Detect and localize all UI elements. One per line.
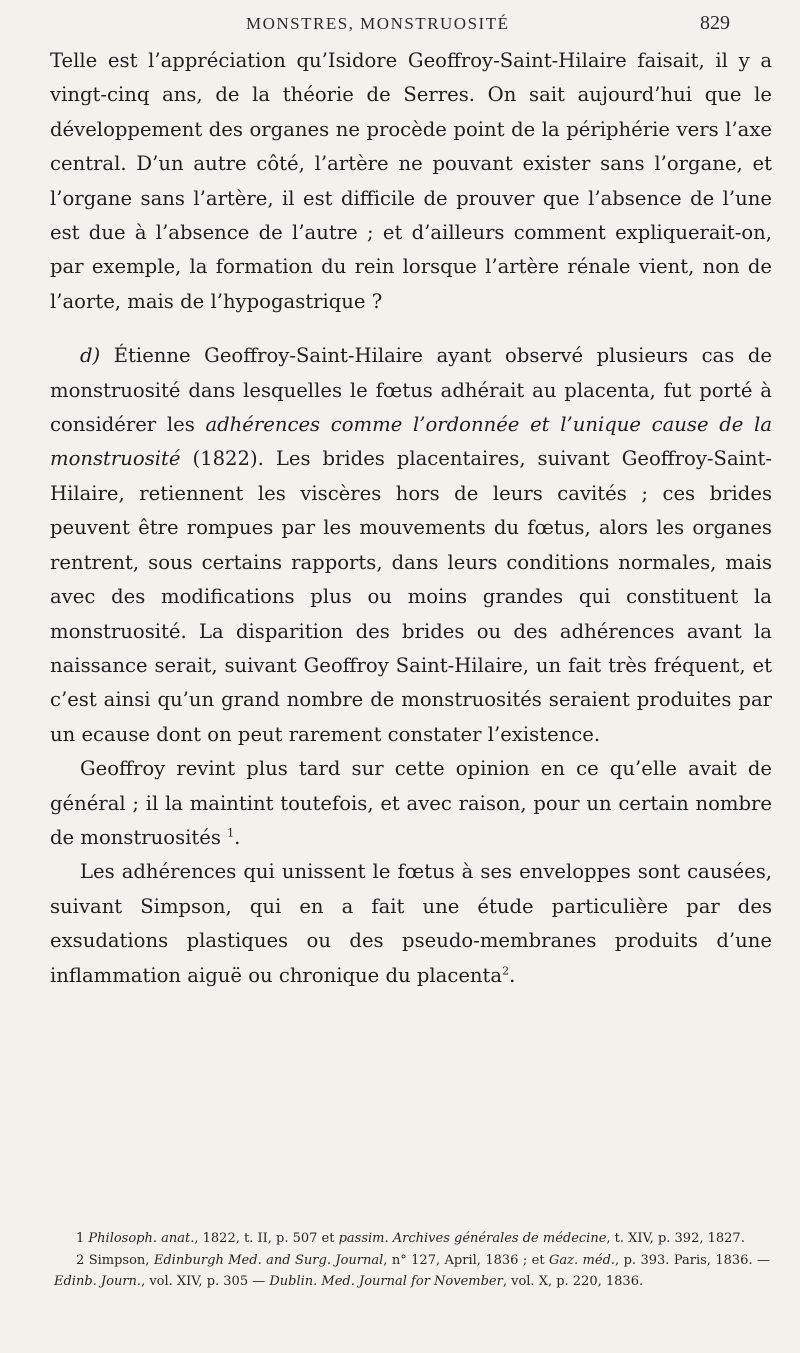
- paragraph-3-end: .: [234, 825, 241, 849]
- footnote-2-text-d: , vol. XIV, p. 305 —: [141, 1274, 270, 1289]
- paragraph-4: [50, 855, 772, 993]
- footnote-2: [54, 1250, 770, 1293]
- footnote-ref-1[interactable]: 1: [227, 826, 235, 840]
- footnote-2-journal-4: Dublin. Med. Journal for November: [269, 1274, 503, 1289]
- footnote-1-text-c: , t. XIV, p. 392, 1827.: [606, 1231, 745, 1246]
- paragraph-4-end: .: [509, 963, 516, 987]
- footnote-2-text-c: , p. 393. Paris, 1836. —: [615, 1252, 771, 1268]
- paragraph-4-text: Les adhérences qui unissent le fœtus à ses enveloppes sont causées, suivant Simpson, qui en a fait une étude particulière par des exsudations plastiques ou des pseudo-membranes produits d’une inflammation aiguë ou chronique du placenta: [50, 860, 772, 987]
- paragraph-2-italic: adhérences comme l’ordonnée et l’unique cause de la monstruosité: [50, 413, 772, 471]
- paragraph-1: Telle est l’appréciation qu’Isidore Geoffroy-Saint-Hilaire faisait, il y a vingt-cinq ans, de la théorie de Serres. On sait aujourd’hui que le développement des organes ne procède point de la périphérie vers l’axe central. D’un autre côté, l’artère ne pouvant exister sans l’organe, et l’organe sans l’artère, il est difficile de prouver que l’absence de l’une est due à l’absence de l’autre ; et d’ailleurs comment expliquerait-on, par exemple, la formation du rein lorsque l’artère rénale vient, non de l’aorte, mais de l’hypogastrique ?: [50, 49, 772, 313]
- footnote-2-text-e: , vol. X, p. 220, 1836.: [502, 1274, 644, 1289]
- footnote-1: [54, 1228, 770, 1250]
- body-text: [50, 44, 772, 993]
- footnote-2-text-b: , n° 127, April, 1836 ; et: [383, 1252, 549, 1268]
- footnote-1-title: Philosoph. anat.: [88, 1231, 195, 1246]
- footnote-ref-2[interactable]: 2: [502, 964, 510, 978]
- footnote-1-text-a: , 1822, t. II, p. 507 et: [194, 1231, 339, 1246]
- footnote-1-number: 1: [76, 1231, 85, 1246]
- running-header: MONSTRES, MONSTRUOSITÉ: [246, 14, 510, 33]
- footnote-2-journal-1: Edinburgh Med. and Surg. Journal: [153, 1252, 384, 1268]
- paragraph-2-text-b: (1822). Les brides placentaires, suivant Geoffroy-Saint-Hilaire, retiennent les viscères hors de leurs cavités ; ces brides peuvent être rompues par les mouvements du fœtus, alors les organes rentrent, sous certains rapports, dans leurs conditions normales, mais avec des modifications plus ou moins grandes qui constituent la monstruosité. La disparition des brides ou des adhérences avant la naissance serait, suivant Geoffroy Saint-Hilaire, un fait très fréquent, et c’est ainsi qu’un grand nombre de monstruosités seraient produites par un ecause dont on peut rarement constater l’existence.: [50, 447, 772, 746]
- footnotes: [54, 1228, 770, 1293]
- page-number: 829: [700, 12, 730, 34]
- paragraph-2: [50, 339, 772, 752]
- footnote-2-number: 2: [76, 1252, 85, 1268]
- footnote-2-journal-2: Gaz. méd.: [549, 1252, 616, 1268]
- footnote-2-text-a: Simpson,: [88, 1252, 154, 1268]
- footnote-1-journal: Archives générales de médecine: [392, 1231, 607, 1246]
- paragraph-3: [50, 752, 772, 855]
- footnote-1-text-b: .: [384, 1231, 393, 1246]
- paragraph-3-text: Geoffroy revint plus tard sur cette opinion en ce qu’elle avait de général ; il la maintint toutefois, et avec raison, pour un certain nombre de monstruosités: [50, 757, 772, 849]
- section-label-d: d): [80, 344, 101, 368]
- footnote-1-passim: passim: [338, 1231, 385, 1246]
- paragraph-2-text-a: Étienne Geoffroy-Saint-Hilaire ayant observé plusieurs cas de monstruosité dans lesquelles le fœtus adhérait au placenta, fut porté à considérer les: [50, 344, 772, 437]
- footnote-2-journal-3: Edinb. Journ.: [54, 1274, 142, 1289]
